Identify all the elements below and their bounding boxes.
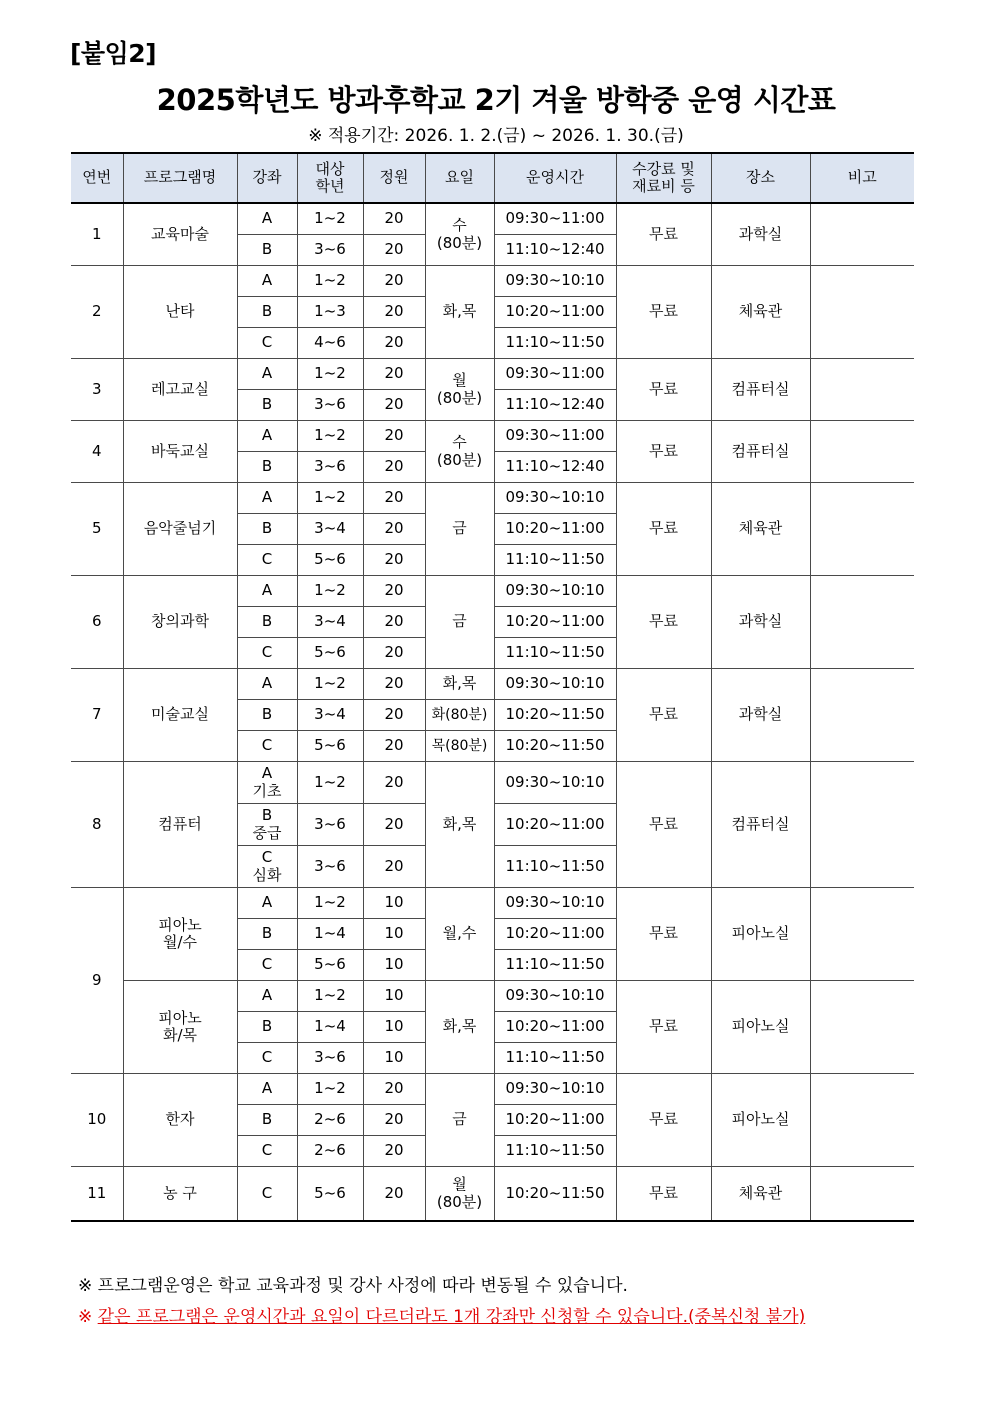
table-row: [71, 981, 914, 1012]
header-fee: [616, 153, 711, 203]
fee-cell: 무료: [616, 1167, 711, 1222]
time-cell: 11:10~11:50: [494, 950, 616, 981]
program-name: 미술교실: [123, 669, 237, 762]
fee-cell: 무료: [616, 1074, 711, 1167]
grade-cell: 1~4: [297, 1012, 363, 1043]
class-cell: B: [237, 919, 297, 950]
class-level: 중급: [252, 823, 282, 842]
table-row: [71, 203, 914, 235]
note-change: ※ 프로그램운영은 학교 교육과정 및 강사 사정에 따라 변동될 수 있습니다.: [78, 1276, 628, 1296]
table-row: [71, 421, 914, 452]
header-target-line2: 학년: [315, 177, 345, 195]
place-cell: 컴퓨터실: [711, 762, 810, 888]
time-cell: 09:30~11:00: [494, 421, 616, 452]
table-row: [71, 1167, 914, 1222]
program-no: 6: [71, 576, 123, 669]
grade-cell: 1~2: [297, 981, 363, 1012]
class-cell: B: [237, 1012, 297, 1043]
program-no: 9: [71, 888, 123, 1074]
capacity-cell: 20: [363, 266, 425, 297]
day-text: 수: [452, 433, 467, 452]
day-note: (80분): [436, 233, 483, 252]
grade-cell: 2~6: [297, 1105, 363, 1136]
class-cell: B: [237, 297, 297, 328]
place-cell: 컴퓨터실: [711, 421, 810, 483]
header-no: 연번: [71, 153, 123, 203]
time-cell: 11:10~11:50: [494, 328, 616, 359]
time-cell: 09:30~11:00: [494, 203, 616, 235]
class-cell: A: [237, 1074, 297, 1105]
class-cell: C: [237, 545, 297, 576]
day-cell: [425, 1167, 494, 1222]
program-name: 창의과학: [123, 576, 237, 669]
day-text: 월: [452, 1175, 467, 1194]
day-cell: 화,목: [425, 669, 494, 700]
grade-cell: 3~6: [297, 846, 363, 888]
time-cell: 11:10~11:50: [494, 1043, 616, 1074]
grade-cell: 5~6: [297, 731, 363, 762]
fee-cell: 무료: [616, 359, 711, 421]
day-note: (80분): [436, 388, 483, 407]
fee-cell: 무료: [616, 888, 711, 981]
class-cell: A: [237, 203, 297, 235]
remark-cell: [810, 1074, 914, 1167]
header-place: 장소: [711, 153, 810, 203]
time-cell: 10:20~11:50: [494, 700, 616, 731]
grade-cell: 3~4: [297, 607, 363, 638]
day-cell: 금: [425, 1074, 494, 1167]
class-cell: A: [237, 483, 297, 514]
header-target-line1: 대상: [315, 159, 345, 178]
note-mark: ※: [78, 1307, 98, 1327]
table-row: [71, 359, 914, 390]
day-cell: [425, 421, 494, 483]
class-cell: A: [237, 576, 297, 607]
remark-cell: [810, 576, 914, 669]
remark-cell: [810, 421, 914, 483]
table-row: [71, 762, 914, 804]
class-cell: A: [237, 359, 297, 390]
program-no: 7: [71, 669, 123, 762]
class-code: A: [261, 764, 273, 783]
capacity-cell: 20: [363, 1167, 425, 1222]
day-cell: 화(80분): [425, 700, 494, 731]
capacity-cell: 20: [363, 203, 425, 235]
grade-cell: 3~6: [297, 390, 363, 421]
capacity-cell: 20: [363, 545, 425, 576]
place-cell: 피아노실: [711, 1074, 810, 1167]
capacity-cell: 10: [363, 981, 425, 1012]
time-cell: 09:30~10:10: [494, 669, 616, 700]
class-cell: C: [237, 1136, 297, 1167]
day-cell: [425, 203, 494, 266]
program-name: 컴퓨터: [123, 762, 237, 888]
program-name: 농 구: [123, 1167, 237, 1222]
day-cell: 금: [425, 483, 494, 576]
fee-cell: 무료: [616, 266, 711, 359]
capacity-cell: 10: [363, 950, 425, 981]
class-level: 기초: [252, 781, 282, 800]
place-cell: 체육관: [711, 483, 810, 576]
day-text: 월: [452, 371, 467, 390]
grade-cell: 1~2: [297, 888, 363, 919]
grade-cell: 1~2: [297, 266, 363, 297]
capacity-cell: 20: [363, 1074, 425, 1105]
program-name: 바둑교실: [123, 421, 237, 483]
time-cell: 11:10~12:40: [494, 390, 616, 421]
capacity-cell: 10: [363, 888, 425, 919]
program-name: 한자: [123, 1074, 237, 1167]
program-no: 8: [71, 762, 123, 888]
class-cell: A: [237, 266, 297, 297]
capacity-cell: 20: [363, 421, 425, 452]
grade-cell: 1~2: [297, 359, 363, 390]
class-cell: C: [237, 638, 297, 669]
day-cell: 목(80분): [425, 731, 494, 762]
time-cell: 11:10~11:50: [494, 545, 616, 576]
time-cell: 11:10~11:50: [494, 638, 616, 669]
program-name: [123, 888, 237, 981]
notes: [78, 1271, 805, 1333]
capacity-cell: 20: [363, 576, 425, 607]
grade-cell: 3~6: [297, 235, 363, 266]
program-name: 난타: [123, 266, 237, 359]
remark-cell: [810, 981, 914, 1074]
remark-cell: [810, 203, 914, 266]
time-cell: 10:20~11:00: [494, 607, 616, 638]
program-no: 2: [71, 266, 123, 359]
capacity-cell: 20: [363, 1105, 425, 1136]
program-name: 음악줄넘기: [123, 483, 237, 576]
grade-cell: 5~6: [297, 545, 363, 576]
time-cell: 09:30~10:10: [494, 266, 616, 297]
remark-cell: [810, 483, 914, 576]
time-cell: 11:10~12:40: [494, 452, 616, 483]
time-cell: 10:20~11:00: [494, 1105, 616, 1136]
grade-cell: 1~2: [297, 1074, 363, 1105]
place-cell: 피아노실: [711, 888, 810, 981]
class-cell: B: [237, 700, 297, 731]
time-cell: 09:30~10:10: [494, 762, 616, 804]
time-cell: 10:20~11:00: [494, 919, 616, 950]
capacity-cell: 20: [363, 731, 425, 762]
time-cell: 10:20~11:00: [494, 804, 616, 846]
grade-cell: 1~4: [297, 919, 363, 950]
class-cell: A: [237, 421, 297, 452]
header-row: [71, 153, 914, 203]
grade-cell: 1~2: [297, 203, 363, 235]
grade-cell: 3~6: [297, 452, 363, 483]
grade-cell: 3~6: [297, 1043, 363, 1074]
header-capacity: 정원: [363, 153, 425, 203]
capacity-cell: 20: [363, 514, 425, 545]
class-cell: A: [237, 888, 297, 919]
time-cell: 09:30~10:10: [494, 1074, 616, 1105]
grade-cell: 5~6: [297, 638, 363, 669]
time-cell: 10:20~11:00: [494, 1012, 616, 1043]
day-cell: [425, 359, 494, 421]
capacity-cell: 20: [363, 297, 425, 328]
program-no: 3: [71, 359, 123, 421]
day-text: 수: [452, 216, 467, 235]
day-cell: 화,목: [425, 266, 494, 359]
program-name: 레고교실: [123, 359, 237, 421]
class-cell: B: [237, 607, 297, 638]
grade-cell: 1~2: [297, 762, 363, 804]
grade-cell: 5~6: [297, 950, 363, 981]
capacity-cell: 20: [363, 607, 425, 638]
class-cell: C: [237, 950, 297, 981]
class-cell: [237, 846, 297, 888]
class-cell: C: [237, 328, 297, 359]
place-cell: 과학실: [711, 203, 810, 266]
fee-cell: 무료: [616, 669, 711, 762]
capacity-cell: 20: [363, 452, 425, 483]
grade-cell: 2~6: [297, 1136, 363, 1167]
header-program: 프로그램명: [123, 153, 237, 203]
header-fee-line1: 수강료 및: [632, 159, 695, 178]
time-cell: 09:30~11:00: [494, 359, 616, 390]
grade-cell: 3~4: [297, 700, 363, 731]
remark-cell: [810, 669, 914, 762]
program-name: [123, 981, 237, 1074]
time-cell: 09:30~10:10: [494, 483, 616, 514]
capacity-cell: 10: [363, 1043, 425, 1074]
fee-cell: 무료: [616, 981, 711, 1074]
grade-cell: 5~6: [297, 1167, 363, 1222]
capacity-cell: 20: [363, 1136, 425, 1167]
time-cell: 09:30~10:10: [494, 981, 616, 1012]
class-cell: B: [237, 452, 297, 483]
remark-cell: [810, 359, 914, 421]
capacity-cell: 20: [363, 328, 425, 359]
grade-cell: 1~2: [297, 483, 363, 514]
header-target-grade: [297, 153, 363, 203]
header-remark: 비고: [810, 153, 914, 203]
class-cell: [237, 762, 297, 804]
capacity-cell: 20: [363, 700, 425, 731]
attachment-label: [붙임2]: [70, 39, 157, 68]
fee-cell: 무료: [616, 203, 711, 266]
fee-cell: 무료: [616, 421, 711, 483]
class-cell: C: [237, 1043, 297, 1074]
note-duplicate: [78, 1302, 805, 1333]
page-title: 2025학년도 방과후학교 2기 겨울 방학중 운영 시간표: [156, 83, 836, 117]
class-cell: B: [237, 514, 297, 545]
class-cell: [237, 804, 297, 846]
class-cell: B: [237, 390, 297, 421]
fee-cell: 무료: [616, 762, 711, 888]
program-no: 11: [71, 1167, 123, 1222]
program-name-line2: 월/수: [162, 933, 198, 951]
capacity-cell: 20: [363, 669, 425, 700]
capacity-cell: 10: [363, 919, 425, 950]
place-cell: 체육관: [711, 266, 810, 359]
fee-cell: 무료: [616, 576, 711, 669]
program-name-line1: 피아노: [158, 1008, 202, 1027]
class-code: C: [261, 848, 273, 867]
capacity-cell: 20: [363, 638, 425, 669]
day-note: (80분): [436, 450, 483, 469]
program-name-line2: 화/목: [162, 1026, 198, 1044]
table-row: [71, 483, 914, 514]
time-cell: 11:10~11:50: [494, 846, 616, 888]
day-cell: 금: [425, 576, 494, 669]
day-note: (80분): [436, 1192, 483, 1211]
class-cell: A: [237, 669, 297, 700]
class-code: B: [261, 806, 273, 825]
class-level: 심화: [252, 865, 282, 884]
capacity-cell: 20: [363, 846, 425, 888]
class-cell: B: [237, 235, 297, 266]
grade-cell: 1~3: [297, 297, 363, 328]
note-duplicate-text: 같은 프로그램은 운영시간과 요일이 다르더라도 1개 강좌만 신청할 수 있습니다.(중복신청 불가): [97, 1307, 806, 1327]
grade-cell: 3~6: [297, 804, 363, 846]
remark-cell: [810, 1167, 914, 1222]
place-cell: 과학실: [711, 576, 810, 669]
program-no: 10: [71, 1074, 123, 1167]
apply-period: ※ 적용기간: 2026. 1. 2.(금) ~ 2026. 1. 30.(금): [308, 126, 684, 146]
capacity-cell: 20: [363, 359, 425, 390]
time-cell: 10:20~11:00: [494, 514, 616, 545]
time-cell: 09:30~10:10: [494, 888, 616, 919]
place-cell: 컴퓨터실: [711, 359, 810, 421]
header-fee-line2: 재료비 등: [632, 177, 695, 195]
day-cell: 화,목: [425, 762, 494, 888]
grade-cell: 3~4: [297, 514, 363, 545]
header-class: 강좌: [237, 153, 297, 203]
grade-cell: 1~2: [297, 669, 363, 700]
class-cell: C: [237, 731, 297, 762]
fee-cell: 무료: [616, 483, 711, 576]
table-row: [71, 888, 914, 919]
place-cell: 피아노실: [711, 981, 810, 1074]
table-row: [71, 576, 914, 607]
program-name: 교육마술: [123, 203, 237, 266]
remark-cell: [810, 762, 914, 888]
program-no: 4: [71, 421, 123, 483]
capacity-cell: 10: [363, 1012, 425, 1043]
place-cell: 체육관: [711, 1167, 810, 1222]
capacity-cell: 20: [363, 390, 425, 421]
remark-cell: [810, 266, 914, 359]
class-cell: A: [237, 981, 297, 1012]
table-row: [71, 266, 914, 297]
remark-cell: [810, 888, 914, 981]
grade-cell: 1~2: [297, 576, 363, 607]
schedule-table: [71, 152, 914, 1222]
capacity-cell: 20: [363, 483, 425, 514]
time-cell: 10:20~11:50: [494, 731, 616, 762]
program-no: 5: [71, 483, 123, 576]
time-cell: 11:10~12:40: [494, 235, 616, 266]
table-row: [71, 669, 914, 700]
capacity-cell: 20: [363, 235, 425, 266]
day-cell: 화,목: [425, 981, 494, 1074]
header-day: 요일: [425, 153, 494, 203]
program-name-line1: 피아노: [158, 915, 202, 934]
capacity-cell: 20: [363, 762, 425, 804]
capacity-cell: 20: [363, 804, 425, 846]
table-row: [71, 1074, 914, 1105]
day-cell: 월,수: [425, 888, 494, 981]
header-time: 운영시간: [494, 153, 616, 203]
place-cell: 과학실: [711, 669, 810, 762]
grade-cell: 4~6: [297, 328, 363, 359]
program-no: 1: [71, 203, 123, 266]
time-cell: 11:10~11:50: [494, 1136, 616, 1167]
grade-cell: 1~2: [297, 421, 363, 452]
class-cell: B: [237, 1105, 297, 1136]
time-cell: 10:20~11:50: [494, 1167, 616, 1222]
class-cell: C: [237, 1167, 297, 1222]
time-cell: 10:20~11:00: [494, 297, 616, 328]
time-cell: 09:30~10:10: [494, 576, 616, 607]
